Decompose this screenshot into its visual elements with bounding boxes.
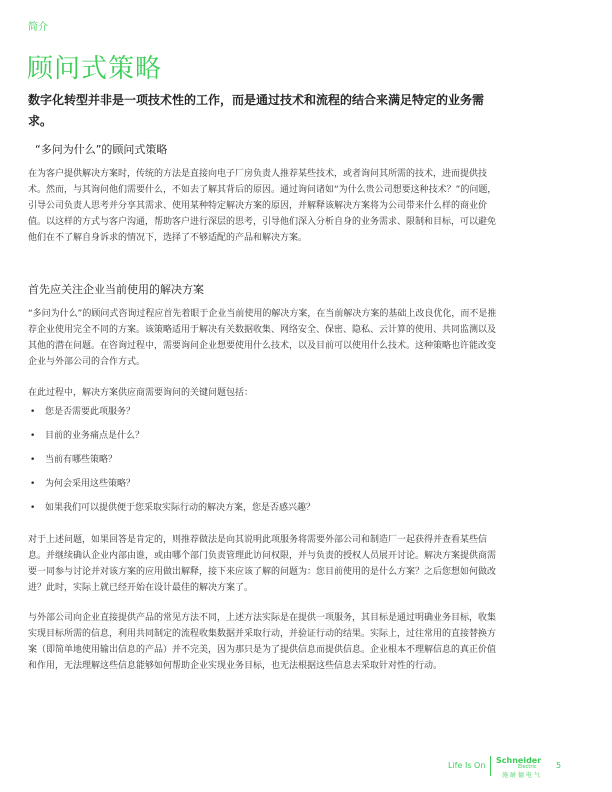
list-item-text: 如果我们可以提供便于您采取实际行动的解决方案，您是否感兴趣？ — [45, 503, 316, 513]
page-title: 顾问式策略 — [27, 54, 163, 84]
list-item-text: 目前的业务痛点是什么？ — [45, 431, 145, 441]
bullet-icon: • — [30, 503, 36, 513]
page-number: 5 — [556, 761, 562, 770]
paragraph-service-approach: 与外部公司向企业直接提供产品的常见方法不同，上述方法实际是在提供一项服务，其目标是通过明确业务目标，收集实现目标所需的信息，利用共同制定的流程收集数据并采取行动，并验证行动的结果。实际上，过往常用的直接替换方案（即简单地使用输出信息的产品）并不完美，因为那只是为了提供信息而提供信息。企业根本不理解信息的真正价值和作用，无法理解这些信息能够如何帮助企业实现业务目标，也无法根据这些信息去采取针对性的行动。 — [28, 613, 497, 671]
paragraph-key-questions-intro: 在此过程中，解决方案供应商需要询问的关键问题包括： — [28, 388, 254, 398]
schneider-logo — [496, 756, 543, 779]
list-item — [30, 500, 315, 524]
paragraph-followup: 对于上述问题，如果回答是肯定的，则推荐做法是向其说明此项服务将需要外部公司和制造厂一起获得并查看某些信息。并继续确认企业内部由谁，或由哪个部门负责管理此访问权限，并与负责的授权人员展开讨论。解决方案提供商需要一同参与讨论并对该方案的应用做出解释，接下来应该了解的问题为：您目前使用的是什么方案？之后您想如何做改进？此时，实际上就已经开始在设计最佳的解决方案了。 — [28, 535, 497, 593]
section-heading-consultative: “多问为什么”的顾问式策略 — [35, 143, 168, 156]
logo-cn: 施耐德电气 — [502, 772, 543, 779]
logo-word: Schneider — [496, 756, 542, 765]
bullet-icon: • — [30, 407, 36, 417]
list-item — [30, 476, 315, 500]
footer-divider — [490, 756, 491, 776]
list-item-text: 为何会采用这些策略？ — [45, 479, 136, 489]
list-item-text: 您是否需要此项服务？ — [45, 407, 136, 417]
list-item-text: 当前有哪些策略？ — [45, 455, 118, 465]
list-item — [30, 404, 315, 428]
paragraph-current-solution: “多问为什么”的顾问式咨询过程应首先着眼于企业当前使用的解决方案，在当前解决方案的基础上改良优化，而不是推荐企业使用完全不同的方案。该策略适用于解决有关数据收集、网络安全、保密、隐私、云计算的使用、共同监测以及其他的潜在问题。在咨询过程中，需要询问企业想要使用什么技术，以及目前可以使用什么技术。这种策略也许能改变企业与外部公司的合作方式。 — [28, 309, 497, 367]
bullet-icon: • — [30, 479, 36, 489]
bullet-icon: • — [30, 455, 36, 465]
list-item — [30, 452, 315, 476]
logo-sub: Electric — [518, 764, 537, 770]
bullet-icon: • — [30, 431, 36, 441]
section-label: 简介 — [28, 22, 48, 33]
section-heading-current-solution: 首先应关注企业当前使用的解决方案 — [28, 283, 204, 296]
paragraph-consultative: 在为客户提供解决方案时，传统的方法是直接向电子厂房负责人推荐某些技术，或者询问其所需的技术，进而提供技术。然而，与其询问他们需要什么，不如去了解其背后的原因。通过询问诸如“为什么贵公司想要这种技术？”的问题，引导公司负责人思考并分享其需求、使用某种特定解决方案的原因，并解释该解决方案将为公司带来什么样的商业价值。以这样的方式与客户沟通，帮助客户进行深层的思考，引导他们深入分析自身的业务需求、限制和目标，可以避免他们在不了解自身诉求的情况下，选择了不够适配的产品和解决方案。 — [28, 169, 497, 243]
footer-tagline: Life Is On — [448, 761, 486, 770]
key-questions-list — [30, 404, 315, 524]
lead-statement: 数字化转型并非是一项技术性的工作，而是通过技术和流程的结合来满足特定的业务需求。 — [28, 93, 485, 128]
list-item — [30, 428, 315, 452]
